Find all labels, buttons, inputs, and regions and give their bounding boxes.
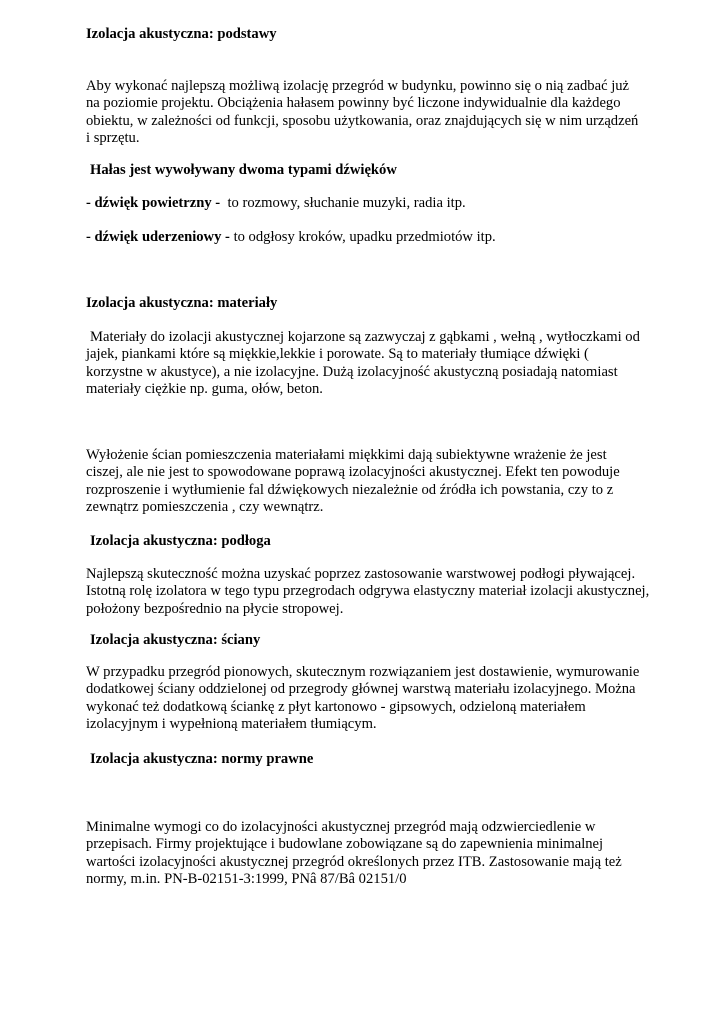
label-dzwiek-powietrzny: - dźwięk powietrzny - (86, 195, 221, 211)
heading-normy-prawne: Izolacja akustyczna: normy prawne (90, 751, 314, 767)
heading-sciany: Izolacja akustyczna: ściany (90, 632, 261, 648)
paragraph-materialy-1: Materiały do izolacji akustycznej kojarzone są zazwyczaj z gąbkami , wełną , wytłoczkami od jajek, piankami które są miękkie,lekkie i porowate. Są to materiały tłumiące dźwięki ( korzystne w akustyce), a nie izolacyjne. Dużą izolacyjność akustyczną posiadają natomiast materiały ciężkie np. guma, ołów, beton. (86, 329, 640, 398)
label-dzwiek-uderzeniowy: - dźwięk uderzeniowy - (86, 229, 230, 245)
paragraph-sciany: W przypadku przegród pionowych, skutecznym rozwiązaniem jest dostawienie, wymurowanie dodatkowej ściany oddzielonej od przegrody głównej warstwą materiału izolacyjnego. Można wykonać też dodatkową ściankę z płyt kartonowo - gipsowych, odzieloną materiałem izolacyjnym i wypełnioną materiałem tłumiącym. (86, 664, 640, 733)
paragraph-normy-prawne: Minimalne wymogi co do izolacyjności akustycznej przegród mają odzwierciedlenie w przepisach. Firmy projektujące i budowlane zobowiązane są do zapewnienia minimalnej wartości izolacyjności akustycznej przegród określonych przez ITB. Zastosowanie mają też normy, m.in. PN-B-02151-3:1999, PNâ 87/Bâ 02151/0 (86, 819, 622, 888)
list-item-dzwiek-powietrzny (86, 195, 646, 212)
paragraph-materialy-2: Wyłożenie ścian pomieszczenia materiałami miękkimi dają subiektywne wrażenie że jest ciszej, ale nie jest to spowodowane poprawą izolacyjności akustycznej. Efekt ten powoduje rozproszenie i wytłumienie fal dźwiękowych niezależnie od źródła ich powstania, czy to z zewnątrz pomieszczenia , czy wewnątrz. (86, 447, 620, 516)
subheading-typy-dzwiekow: Hałas jest wywoływany dwoma typami dźwięków (90, 162, 397, 178)
heading-materialy: Izolacja akustyczna: materiały (86, 295, 278, 311)
heading-podstawy: Izolacja akustyczna: podstawy (86, 26, 277, 42)
text-dzwiek-uderzeniowy: to odgłosy kroków, upadku przedmiotów itp. (233, 229, 496, 245)
list-item-dzwiek-uderzeniowy (86, 229, 646, 246)
heading-podloga: Izolacja akustyczna: podłoga (90, 533, 271, 549)
text-dzwiek-powietrzny: to rozmowy, słuchanie muzyki, radia itp. (227, 195, 466, 211)
paragraph-podloga: Najlepszą skuteczność można uzyskać poprzez zastosowanie warstwowej podłogi pływającej. Istotną rolę izolatora w tego typu przegrodach odgrywa elastyczny materiał izolacji akustycznej, położony bezpośrednio na płycie stropowej. (86, 566, 650, 617)
paragraph-podstawy: Aby wykonać najlepszą możliwą izolację przegród w budynku, powinno się o nią zadbać już na poziomie projektu. Obciążenia hałasem powinny być liczone indywidualnie dla każdego obiektu, w zależności od funkcji, sposobu użytkowania, oraz znajdujących się w nim urządzeń i sprzętu. (86, 78, 639, 147)
